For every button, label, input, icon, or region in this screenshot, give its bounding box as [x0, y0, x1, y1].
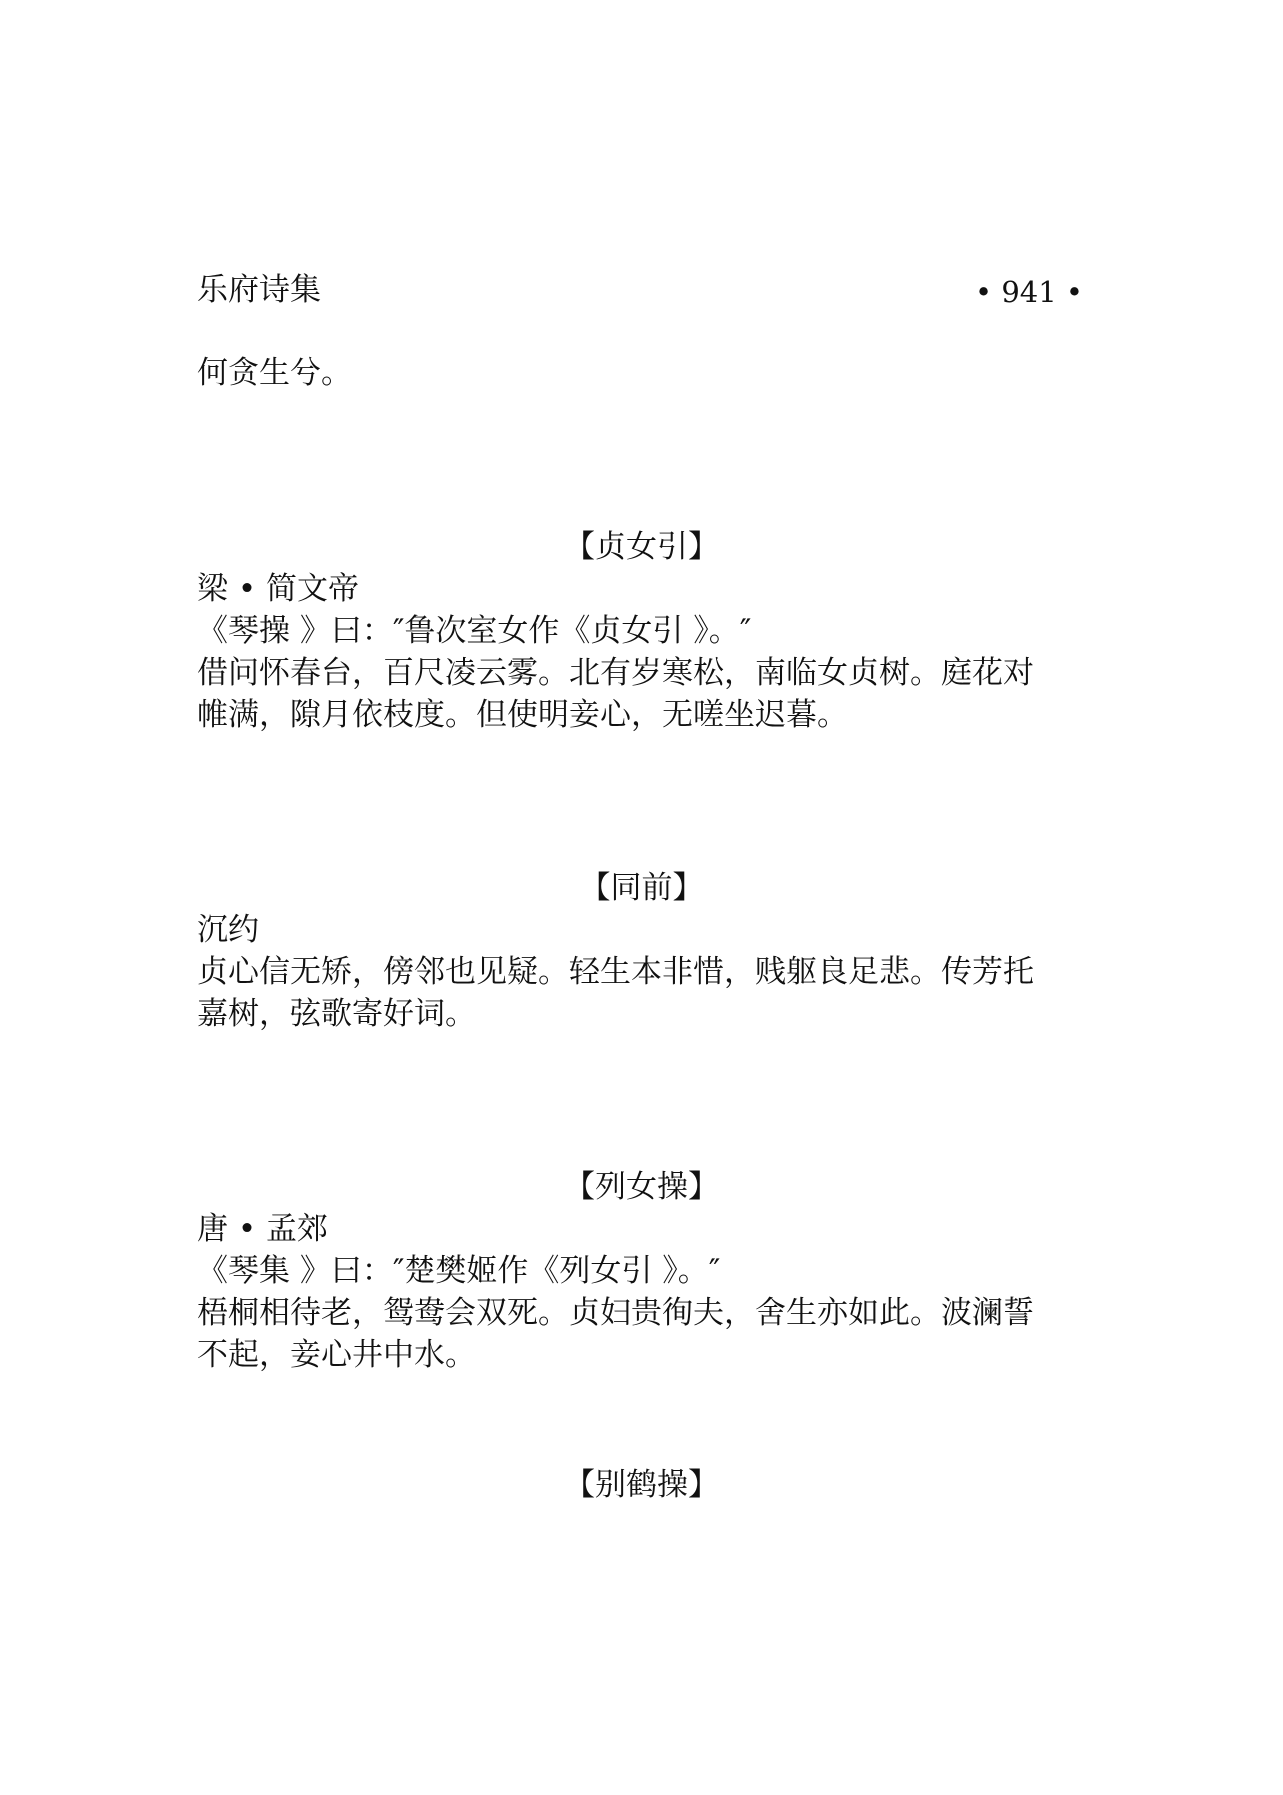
running-title: 乐府诗集: [197, 272, 321, 308]
poem-line: 梧桐相待老，鸳鸯会双死。贞妇贵徇夫，舍生亦如此。波澜誓: [197, 1295, 1034, 1331]
poem-line: 帷满，隙月依枝度。但使明妾心，无嗟坐迟暮。: [197, 697, 848, 733]
section-note: 《琴操 》曰：″鲁次室女作《贞女引 》。″: [197, 613, 752, 649]
section-title: 【别鹤操】: [564, 1467, 719, 1503]
poem-line: 借问怀春台，百尺凌云雾。北有岁寒松，南临女贞树。庭花对: [197, 655, 1034, 691]
section-title: 【同前】: [579, 870, 704, 906]
section-title: 【贞女引】: [564, 529, 719, 565]
page-number: • 941 •: [975, 275, 1083, 309]
section-title: 【列女操】: [564, 1169, 719, 1205]
section-author: 唐 • 孟郊: [197, 1211, 328, 1247]
poem-line: 嘉树，弦歌寄好词。: [197, 996, 476, 1032]
section-author: 梁 • 简文帝: [197, 571, 359, 607]
poem-line: 贞心信无矫，傍邻也见疑。轻生本非惜，贱躯良足悲。传芳托: [197, 954, 1034, 990]
poem-line: 不起，妾心井中水。: [197, 1337, 476, 1373]
section-author: 沉约: [197, 912, 259, 948]
continuation-line: 何贪生兮。: [197, 355, 352, 391]
section-note: 《琴集 》曰：″楚樊姬作《列女引 》。″: [197, 1253, 721, 1289]
